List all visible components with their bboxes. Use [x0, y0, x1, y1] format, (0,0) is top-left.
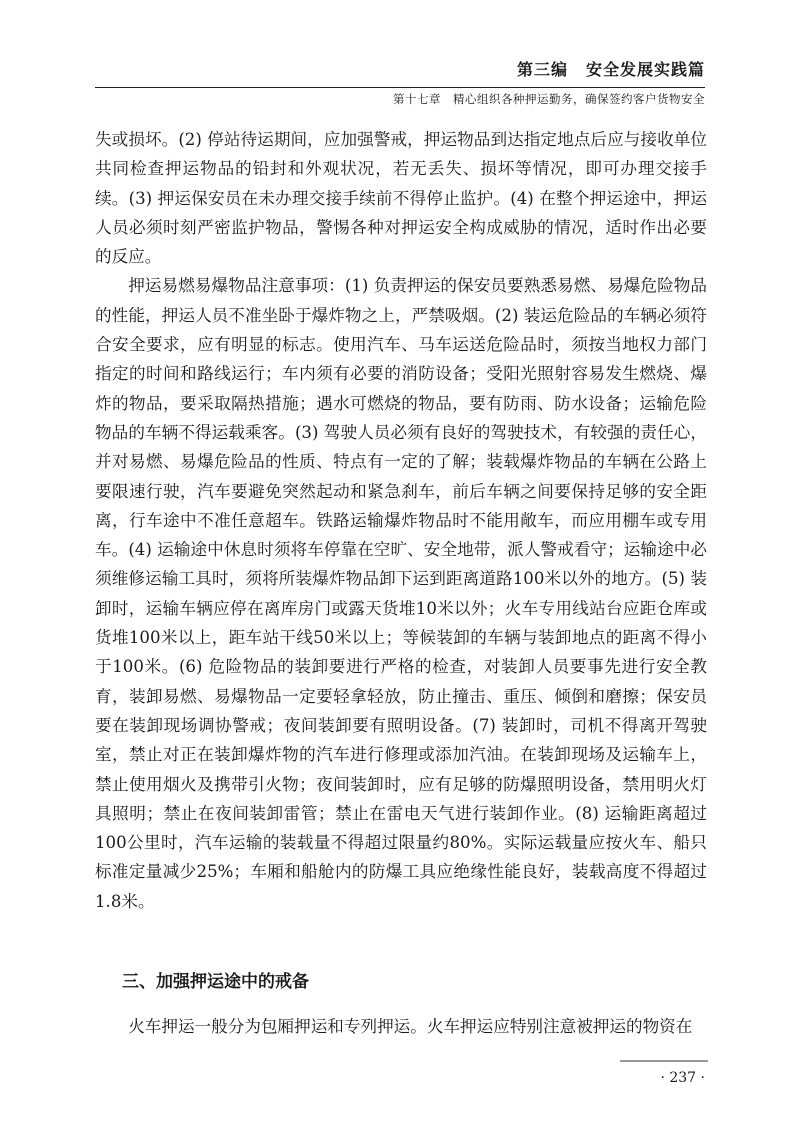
tail-text — [95, 1012, 707, 1041]
header-chapter-title: 第十七章 精心组织各种押运勤务，确保签约客户货物安全 — [393, 92, 705, 106]
paragraph-continued: 失或损坏。(2) 停站待运期间，应加强警戒，押运物品到达指定地点后应与接收单位共同检查押运物品的铅封和外观状况，若无丢失、损坏等情况，即可办理交接手续。(3) 押运保安员在未办理交接手续前不得停止监护。(4) 在整个押运途中，押运人员必须时刻严密监护物品，警惕各种对押运安全构成威胁的情况，适时作出必要的反应。 — [95, 130, 707, 267]
page-number: · 237 · — [660, 1070, 705, 1086]
body-text — [95, 125, 707, 916]
section-heading: 三、加强押运途中的戒备 — [122, 972, 309, 992]
header-rule — [95, 87, 705, 88]
paragraph-train-escort: 火车押运一般分为包厢押运和专列押运。火车押运应特别注意被押运的物资在 — [128, 1017, 693, 1036]
header-part-number: 第三编 — [516, 60, 568, 79]
footer-rule — [620, 1060, 708, 1062]
header-part-title: 安全发展实践篇 — [585, 60, 705, 79]
running-header — [95, 60, 705, 107]
paragraph-flammable-explosive-notes: 押运易燃易爆物品注意事项：(1) 负责押运的保安员要熟悉易燃、易爆危险物品的性能，押运人员不准坐卧于爆炸物之上，严禁吸烟。(2) 装运危险品的车辆必须符合安全要求，应有明显的标志。使用汽车、马车运送危险品时，须按当地权力部门指定的时间和路线运行；车内须有必要的消防设备；受阳光照射容易发生燃烧、爆炸的物品，要采取隔热措施；遇水可燃烧的物品，要有防雨、防水设备；运输危险物品的车辆不得运载乘客。(3) 驾驶人员必须有良好的驾驶技术，有较强的责任心，并对易燃、易爆危险品的性质、特点有一定的了解；装载爆炸物品的车辆在公路上要限速行驶，汽车要避免突然起动和紧急刹车，前后车辆之间要保持足够的安全距离，行车途中不准任意超车。铁路运输爆炸物品时不能用敞车，而应用棚车或专用车。(4) 运输途中休息时须将车停靠在空旷、安全地带，派人警戒看守；运输途中必须维修运输工具时，须将所装爆炸物品卸下运到距离道路100米以外的地方。(5) 装卸时，运输车辆应停在离库房门或露天货堆10米以外；火车专用线站台应距仓库或货堆100米以上，距车站干线50米以上；等候装卸的车辆与装卸地点的距离不得小于100米。(6) 危险物品的装卸要进行严格的检查，对装卸人员要事先进行安全教育，装卸易燃、易爆物品一定要轻拿轻放，防止撞击、重压、倾倒和磨擦；保安员要在装卸现场调协警戒；夜间装卸要有照明设备。(7) 装卸时，司机不得离开驾驶室，禁止对正在装卸爆炸物的汽车进行修理或添加汽油。在装卸现场及运输车上，禁止使用烟火及携带引火物；夜间装卸时，应有足够的防爆照明设备，禁用明火灯具照明；禁止在夜间装卸雷管；禁止在雷电天气进行装卸作业。(8) 运输距离超过100公里时，汽车运输的装载量不得超过限量约80%。实际运载量应按火车、船只标准定量减少25%；车厢和船舱内的防爆工具应绝缘性能良好，装载高度不得超过1.8米。 — [95, 276, 707, 911]
header-part-line — [95, 60, 705, 80]
